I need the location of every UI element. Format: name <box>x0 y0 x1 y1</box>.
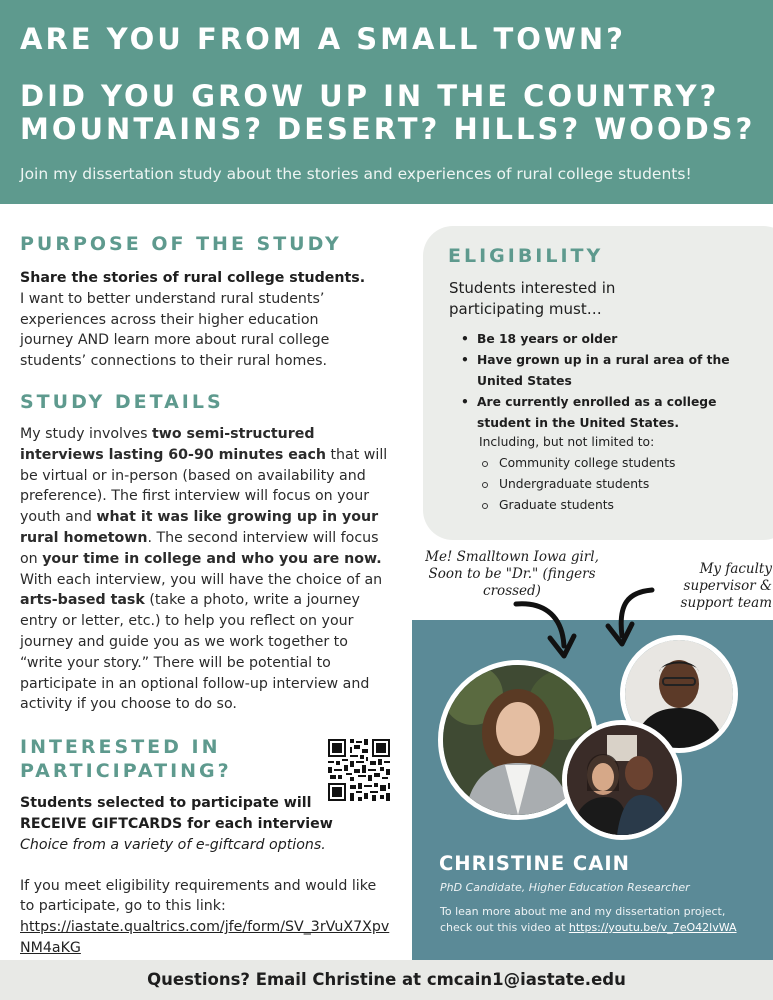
giftcard-notice: Students selected to participate will RECEIVE GIFTCARDS for each interview <box>20 795 333 832</box>
team-photo <box>562 720 682 840</box>
eligibility-sublist <box>479 453 675 516</box>
video-link[interactable]: https://youtu.be/v_7eO42lvWA <box>568 921 737 934</box>
purpose-lead: Share the stories of rural college students. <box>20 270 366 286</box>
details-body <box>20 424 392 715</box>
headline-small-town: ARE YOU FROM A SMALL TOWN? <box>20 22 626 56</box>
eligibility-title: ELIGIBILITY <box>448 245 604 267</box>
contact-footer: Questions? Email Christine at cmcain1@iastate.edu <box>0 960 773 1000</box>
eligibility-intro: Students interested in participating must… <box>449 279 616 318</box>
details-title: STUDY DETAILS <box>20 390 224 413</box>
video-info <box>440 904 760 936</box>
details-bold-4: arts-based task <box>20 592 145 609</box>
arrow-down-icon <box>598 584 658 650</box>
headline-country: DID YOU GROW UP IN THE COUNTRY? <box>20 79 720 113</box>
details-text-2: that will be virtual or in-person (based on availability and preference). The first interview will focus on your youth and <box>20 446 388 526</box>
details-text-4: With each interview, you will have the choice of an <box>20 571 383 588</box>
note-me: Me! Smalltown Iowa girl, Soon to be "Dr." (fingers crossed) <box>425 549 599 599</box>
qr-code-icon[interactable] <box>326 737 392 803</box>
details-bold-2: what it was like growing up in your rural hometown <box>20 509 379 546</box>
eligibility-item: • Be 18 years or older <box>461 329 751 350</box>
purpose-title: PURPOSE OF THE STUDY <box>20 233 342 255</box>
profile-name: CHRISTINE CAIN <box>439 852 630 875</box>
purpose-body: I want to better understand rural students’ experiences across their higher education journey AND learn more about rural college students’ connections to their rural homes. <box>20 290 330 370</box>
details-text-5: (take a photo, write a journey entry or letter, etc.) to help you reflect on your journey and guide you as we work together to “write your story.” There will be potential to participate in an optional follow-up interview and activity if you choose to do so. <box>20 592 370 713</box>
note-supervisor: My faculty supervisor & support team <box>680 561 772 611</box>
details-text-3: . The second interview will focus on <box>20 529 379 567</box>
survey-link[interactable]: https://iastate.qualtrics.com/jfe/form/SV_3rVuX7XpvNM4aKG <box>20 919 390 956</box>
eligibility-item: • Have grown up in a rural area of the United States <box>461 350 751 392</box>
eligibility-subitem: Undergraduate students <box>479 474 675 495</box>
eligibility-including: Including, but not limited to: <box>479 435 655 449</box>
headline-landscapes: MOUNTAINS? DESERT? HILLS? WOODS? <box>20 112 756 146</box>
group-image <box>567 725 677 835</box>
participate-instructions: If you meet eligibility requirements and would like to participate, go to this link: <box>20 877 377 915</box>
arrow-down-icon <box>510 598 580 660</box>
eligibility-list <box>461 329 751 434</box>
details-bold-1: two semi-structured interviews lasting 60-90 minutes each <box>20 425 326 463</box>
interested-title-2: PARTICIPATING? <box>20 760 232 783</box>
video-text: To lean more about me and my dissertation project, check out this video at <box>440 905 726 934</box>
eligibility-item: • Are currently enrolled as a college student in the United States. <box>461 392 751 434</box>
profile-role: PhD Candidate, Higher Education Researcher <box>440 881 690 894</box>
details-text-1: My study involves <box>20 425 152 442</box>
giftcard-options: Choice from a variety of e-giftcard options. <box>20 836 326 853</box>
header-banner <box>0 0 773 204</box>
eligibility-subitem: Graduate students <box>479 495 675 516</box>
details-bold-3: your time in college and who you are now. <box>42 550 382 567</box>
header-subtitle: Join my dissertation study about the stories and experiences of rural college students! <box>20 165 692 183</box>
eligibility-card <box>423 226 773 540</box>
interested-title-1: INTERESTED IN <box>20 736 221 759</box>
eligibility-subitem: Community college students <box>479 453 675 474</box>
left-column <box>20 232 400 959</box>
